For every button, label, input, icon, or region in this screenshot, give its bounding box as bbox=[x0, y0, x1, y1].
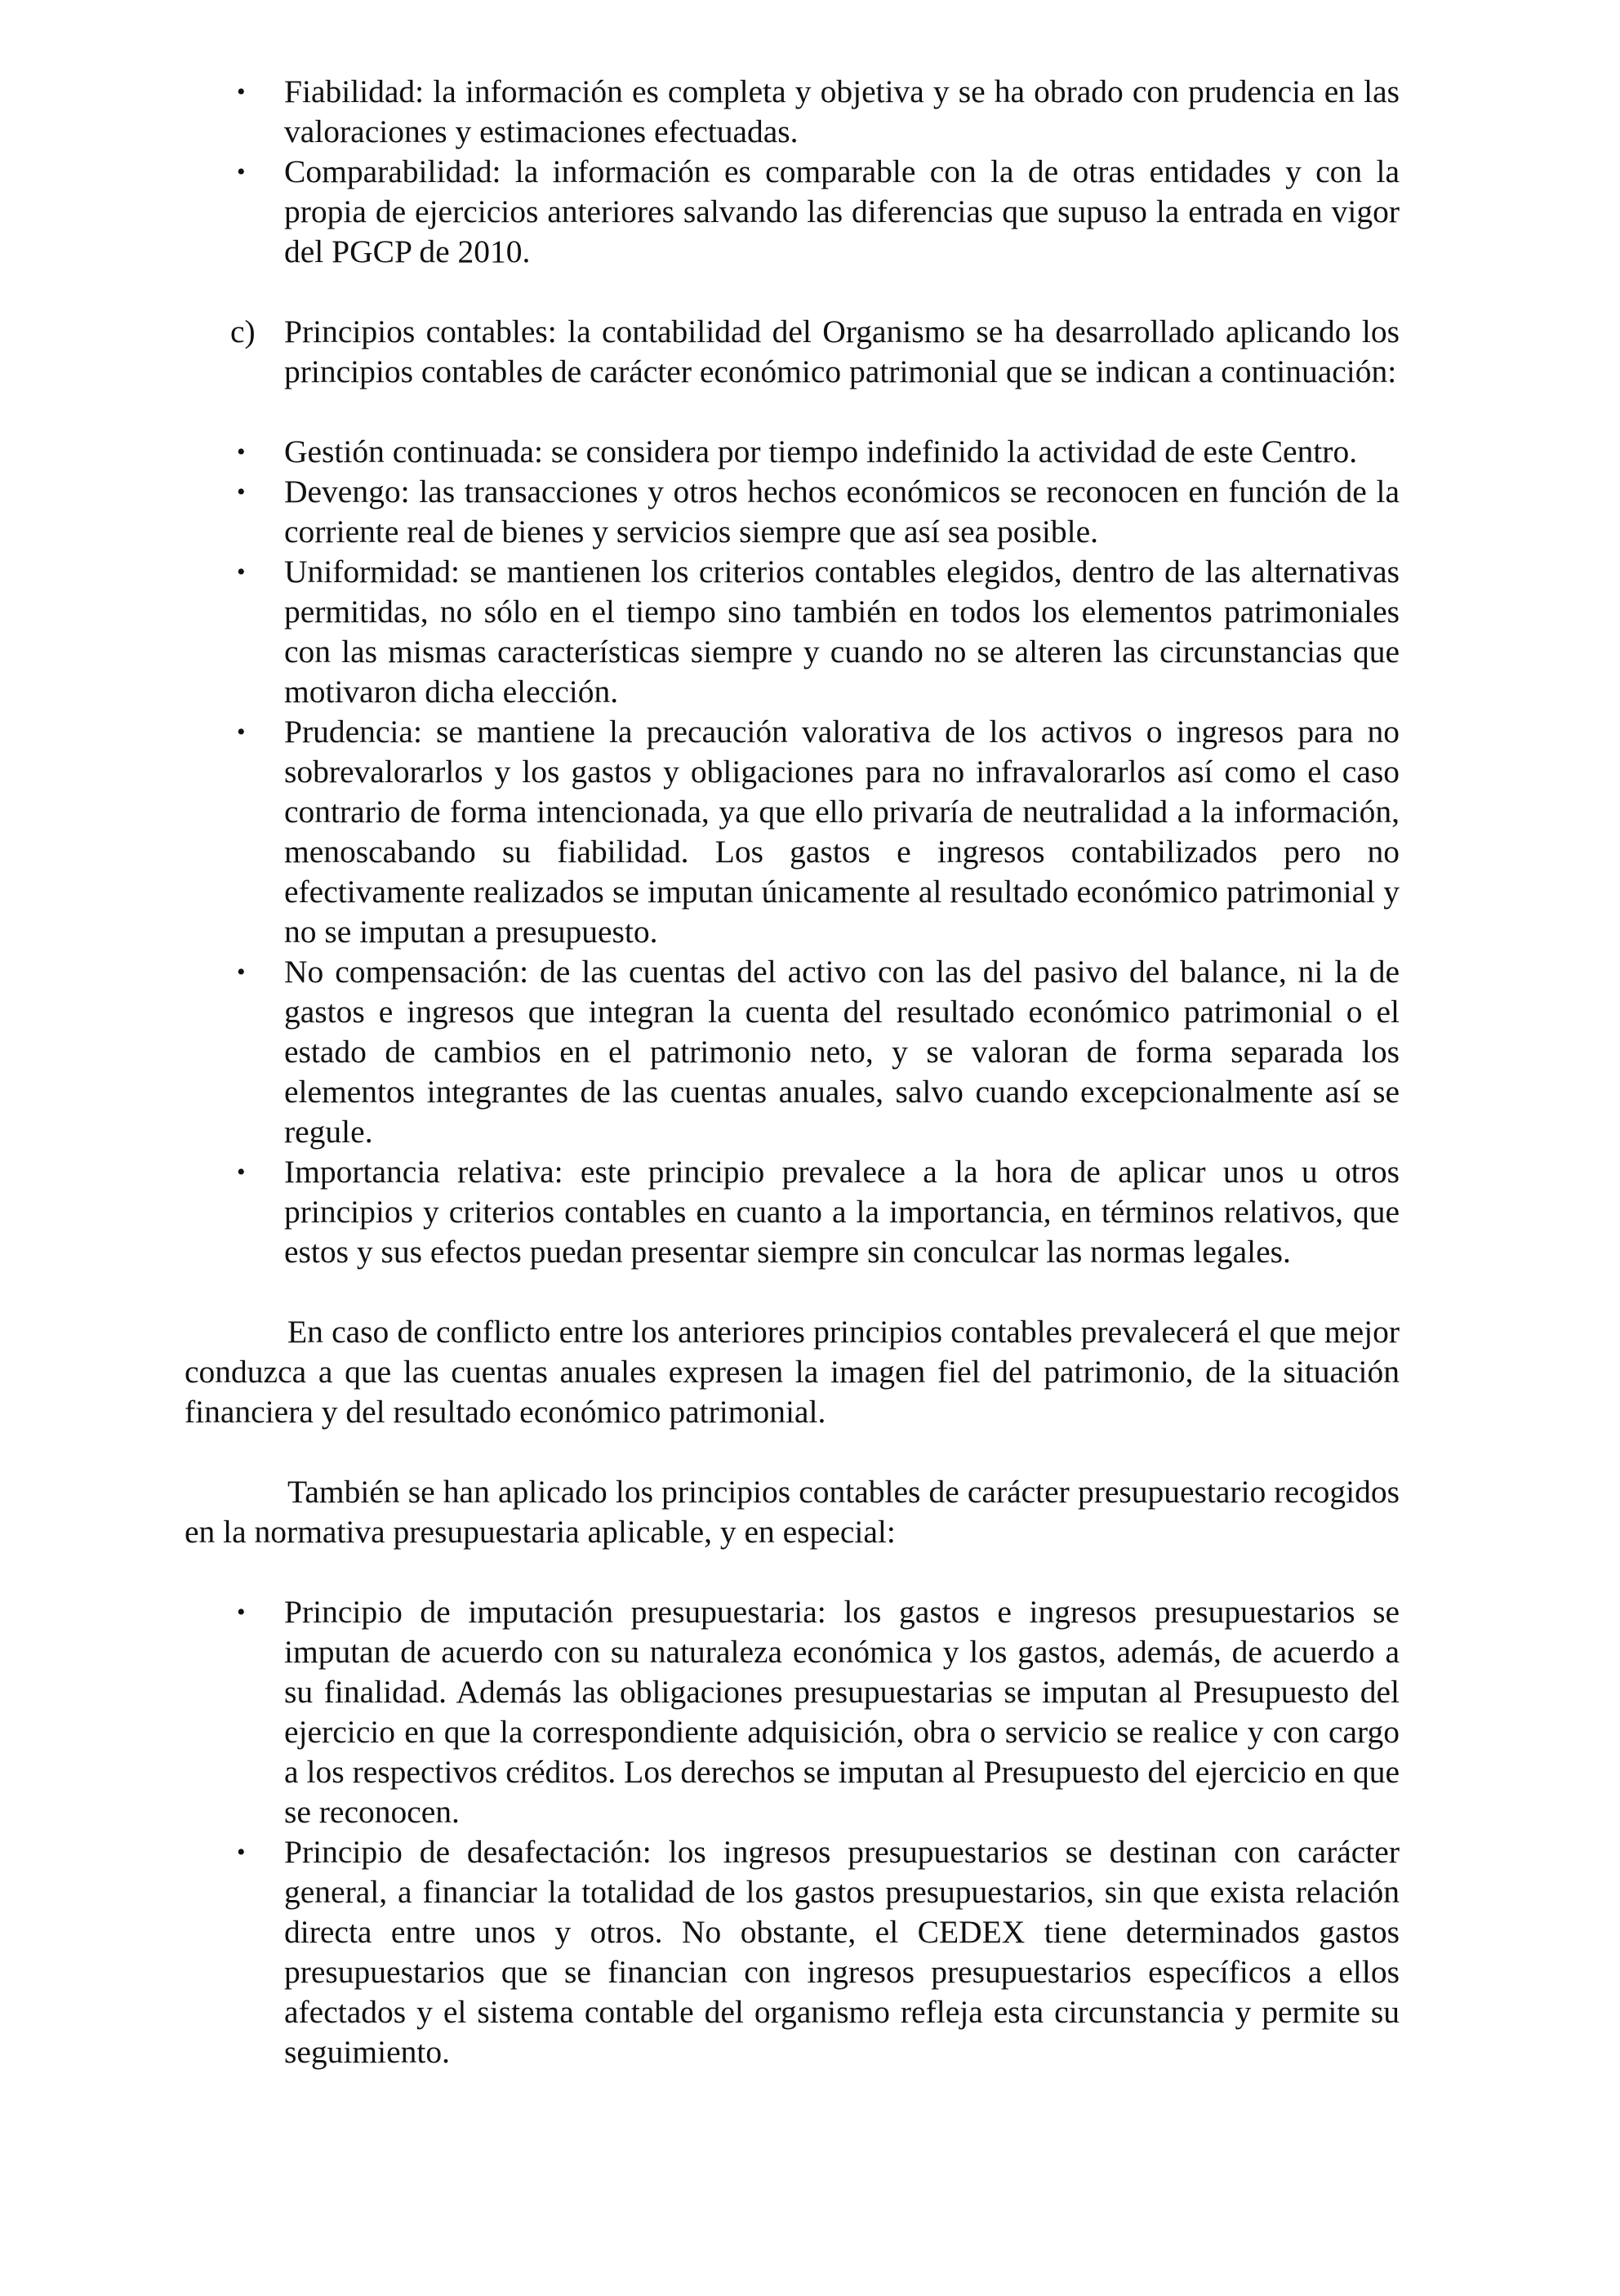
paragraph-budget-principles: También se han aplicado los principios contables de carácter presupuestario recogidos en la normativa presupuestaria aplicable, y en especial: bbox=[185, 1474, 1400, 1550]
bullet-glyph: • bbox=[237, 478, 246, 505]
spacer bbox=[185, 392, 1400, 432]
spacer bbox=[185, 1432, 1400, 1472]
list-item-text: Comparabilidad: la información es comparable con la de otras entidades y con la propia de ejercicios anteriores salvando las diferencias que supuso la entrada en vigor del PGCP de 2010. bbox=[284, 154, 1400, 269]
bullet-glyph: • bbox=[237, 1599, 246, 1626]
bullet-glyph: • bbox=[237, 719, 246, 745]
list-item-text: Devengo: las transacciones y otros hechos económicos se reconocen en función de la corriente real de bienes y servicios siempre que así sea posible. bbox=[284, 474, 1400, 550]
bullet-glyph: • bbox=[237, 158, 246, 185]
section-c bbox=[230, 312, 1400, 392]
list-item-text: Gestión continuada: se considera por tiempo indefinido la actividad de este Centro. bbox=[284, 434, 1358, 469]
list-item bbox=[237, 712, 1400, 952]
spacer bbox=[185, 1552, 1400, 1592]
list-item bbox=[237, 552, 1400, 712]
list-item bbox=[237, 152, 1400, 272]
list-item-text: Principio de desafectación: los ingresos presupuestarios se destinan con carácter general, a financiar la totalidad de los gastos presupuestarios, sin que exista relación directa entre unos y otros. No obstante, el CEDEX tiene determinados gastos presupuestarios que se financian con ingresos presupuestarios específicos a ellos afectados y el sistema contable del organismo refleja esta circunstancia y permite su seguimiento. bbox=[284, 1834, 1400, 2070]
list-item bbox=[237, 1832, 1400, 2072]
bullet-list-budget bbox=[185, 1592, 1400, 2072]
list-item-text: Principio de imputación presupuestaria: los gastos e ingresos presupuestarios se imputan de acuerdo con su naturaleza económica y los gastos, además, de acuerdo a su finalidad. Además las obligaciones presupuestarias se imputan al Presupuesto del ejercicio en que la correspondiente adquisición, obra o servicio se realice y con cargo a los respectivos créditos. Los derechos se imputan al Presupuesto del ejercicio en que se reconocen. bbox=[284, 1594, 1400, 1830]
list-item bbox=[237, 432, 1400, 472]
bullet-list-principles bbox=[185, 432, 1400, 1272]
list-item bbox=[237, 1592, 1400, 1832]
bullet-glyph: • bbox=[237, 558, 246, 585]
list-item-text: Importancia relativa: este principio prevalece a la hora de aplicar unos u otros principios y criterios contables en cuanto a la importancia, en términos relativos, que estos y sus efectos puedan presentar siempre sin conculcar las normas legales. bbox=[284, 1154, 1400, 1270]
spacer bbox=[185, 272, 1400, 312]
paragraph-conflict: En caso de conflicto entre los anteriores principios contables prevalecerá el que mejor conduzca a que las cuentas anuales expresen la imagen fiel del patrimonio, de la situación financiera y del resultado económico patrimonial. bbox=[185, 1314, 1400, 1430]
bullet-glyph: • bbox=[237, 78, 246, 105]
section-c-text: Principios contables: la contabilidad del Organismo se ha desarrollado aplicando los principios contables de carácter económico patrimonial que se indican a continuación: bbox=[284, 314, 1400, 389]
bullet-list-qualities bbox=[185, 72, 1400, 272]
list-item bbox=[237, 952, 1400, 1152]
list-item-text: Prudencia: se mantiene la precaución valorativa de los activos o ingresos para no sobrevalorarlos y los gastos y obligaciones para no infravalorarlos así como el caso contrario de forma intencionada, ya que ello privaría de neutralidad a la información, menoscabando su fiabilidad. Los gastos e ingresos contabilizados pero no efectivamente realizados se imputan únicamente al resultado económico patrimonial y no se imputan a presupuesto. bbox=[284, 714, 1400, 950]
list-item-text: Uniformidad: se mantienen los criterios contables elegidos, dentro de las alternativas permitidas, no sólo en el tiempo sino también en todos los elementos patrimoniales con las mismas características siempre y cuando no se alteren las circunstancias que motivaron dicha elección. bbox=[284, 554, 1400, 710]
bullet-glyph: • bbox=[237, 959, 246, 986]
list-item bbox=[237, 472, 1400, 552]
section-c-label: c) bbox=[230, 314, 256, 349]
spacer bbox=[185, 1272, 1400, 1312]
list-item bbox=[237, 72, 1400, 152]
bullet-glyph: • bbox=[237, 438, 246, 465]
bullet-glyph: • bbox=[237, 1839, 246, 1866]
list-item bbox=[237, 1152, 1400, 1272]
list-item-text: Fiabilidad: la información es completa y objetiva y se ha obrado con prudencia en las valoraciones y estimaciones efectuadas. bbox=[284, 73, 1400, 149]
list-item-text: No compensación: de las cuentas del activo con las del pasivo del balance, ni la de gastos e ingresos que integran la cuenta del resultado económico patrimonial o el estado de cambios en el patrimonio neto, y se valoran de forma separada los elementos integrantes de las cuentas anuales, salvo cuando excepcionalmente así se regule. bbox=[284, 954, 1400, 1150]
bullet-glyph: • bbox=[237, 1159, 246, 1186]
